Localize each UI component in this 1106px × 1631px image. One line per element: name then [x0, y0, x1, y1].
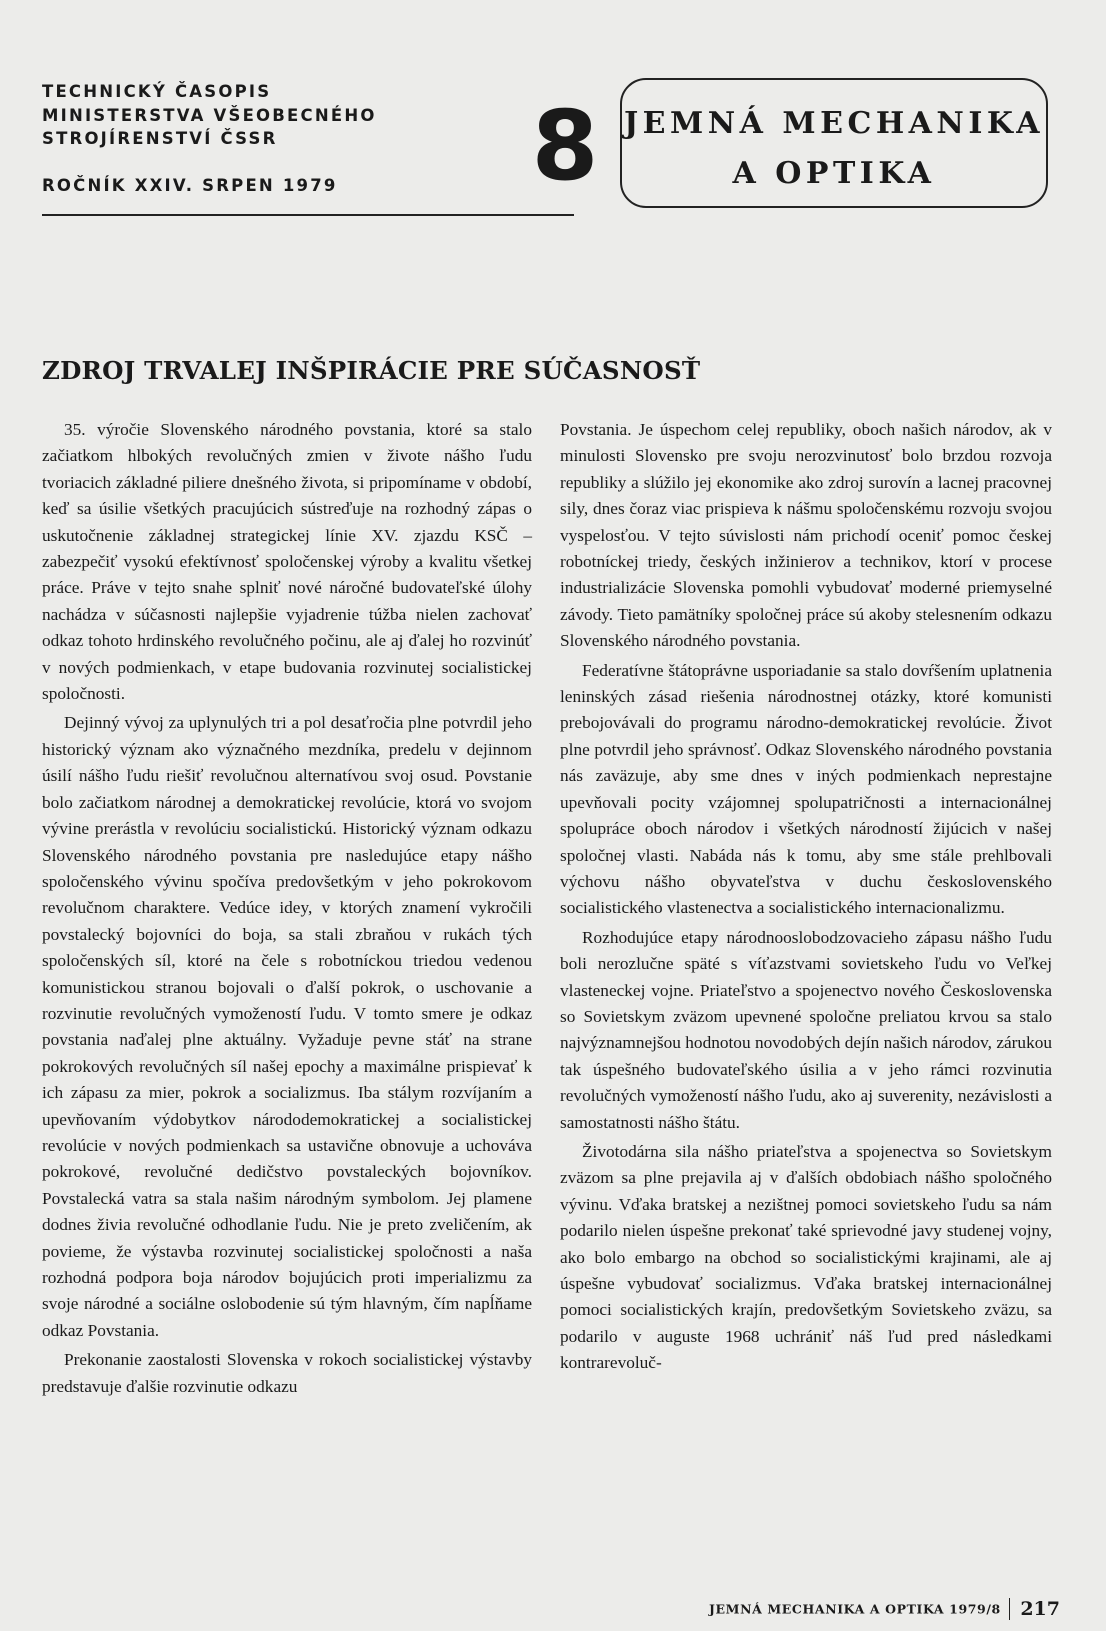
journal-title-line-2: A OPTIKA [732, 156, 936, 191]
paragraph: 35. výročie Slovenského národného povstania, ktoré sa stalo začiatkom hlbokých revolučných zmien v živote nášho ľudu tvoriacich základné piliere dnešného života, si pripomíname v období, keď sa úsilie všetkých pracujúcich sústreďuje na rozhodný zápas o uskutočnenie základnej strategickej línie XV. zjazdu KSČ – zabezpečiť vysokú efektívnosť spoločenskej výroby a kvalitu všetkej práce. Práve v tejto snahe splniť nové náročné budovateľské úlohy nachádza v súčasnosti najlepšie vyjadrenie túžba nielen zachovať odkaz tohoto hrdinského revolučného počinu, ale aj ďalej ho rozvinúť v nových podmienkach, v etape budovania rozvinutej socialistickej spoločnosti. [42, 420, 532, 704]
footer-journal-name: JEMNÁ MECHANIKA A OPTIKA 1979/8 [709, 1601, 1001, 1617]
paragraph: Povstania. Je úspechom celej republiky, oboch našich národov, ak v minulosti Slovensko pre svoju nerozvinutosť bolo brzdou rozvoja republiky a slúžilo jej ekonomike ako zdroj surovín a lacnej pracovnej sily, dnes čoraz viac prispieva k nášmu spoločenskému rozvoju svojou vyspelosťou. V tejto súvislosti nám prichodí oceniť pomoc českej robotníckej triedy, českých inžinierov a technikov, ktorí v procese industrializácie Slovenska pomohli vybudovať moderné priemyselné závody. Tieto pamätníky spoločnej práce sú akoby stelesnením odkazu Slovenského národného povstania. [560, 420, 1052, 651]
article-column-left [42, 417, 532, 1400]
masthead-issue-date: ROČNÍK XXIV. SRPEN 1979 [42, 175, 338, 195]
paragraph: Dejinný vývoj za uplynulých tri a pol desaťročia plne potvrdil jeho historický význam ako význačného mezdníka, predelu v dejinnom úsilí nášho ľudu riešiť revolučnou alternatívou svoj osud. Povstanie bolo začiatkom národnej a demokratickej revolúcie, ktorá vo svojom vývine prerástla v revolúciu socialistickú. Historický význam odkazu Slovenského národného povstania pre nasledujúce etapy nášho spoločenského vývinu spočíva predovšetkým v jeho pokrokovom revolučnom charaktere. Vedúce idey, v ktorých znamení vykročili povstalecký bojovníci do boja, sa stali zbraňou v rukách tých spoločenských síl, ktoré na čele s robotníckou triedou vedenou komunistickou stranou bojovali o ďalší pokrok, o uschovanie a rozvinutie revolučných vymožeností ľudu. V tomto smere je odkaz povstania naďalej plne aktuálny. Vyžaduje pevne stáť na strane pokrokových revolučných síl našej epochy a maximálne prispievať k ich zápasu za mier, pokrok a socializmus. Iba stálym rozvíjaním a upevňovaním výdobytkov národodemokratickej a socialistickej revolúcie v nových podmienkach sa ustavične obnovuje a uchováva pokrokové, revolučné dedičstvo povstaleckých bojovníkov. Povstalecká vatra sa stala našim národným symbolom. Jej plamene dodnes živia revolučné odhodlanie ľudu. Nie je preto zveličením, ak povieme, že výstavba rozvinutej socialistickej spoločnosti a naša rozhodná podpora boja národov bojujúcich proti imperializmu za svoje národné a sociálne oslobodenie sú tým hlavným, čím napĺňame odkaz Povstania. [42, 713, 532, 1340]
article-column-right [560, 417, 1052, 1377]
paragraph: Federatívne štátoprávne usporiadanie sa stalo dovŕšením uplatnenia leninských zásad riešenia národnostnej otázky, ktoré komunisti prebojovávali do programu národno-demokratickej revolúcie. Život plne potvrdil jeho správnosť. Odkaz Slovenského národného povstania nás zaväzuje, aby sme dnes v iných podmienkach neprestajne upevňovali pocity vzájomnej spolupatričnosti a internacionálnej spolupráce oboch národov i všetkých národností žijúcich v našej spoločnej vlasti. Nabáda nás k tomu, aby sme stále prehlbovali výchovu nášho obyvateľstva v duchu československého socialistického vlastenectva a socialistického internacionalizmu. [560, 660, 1052, 918]
masthead-publisher-line-3: STROJÍRENSTVÍ ČSSR [42, 129, 278, 148]
page-footer [700, 1598, 1060, 1620]
masthead-publisher-line-1: TECHNICKÝ ČASOPIS [42, 82, 272, 101]
footer-separator [1009, 1598, 1011, 1620]
masthead-publisher-line-2: MINISTERSTVA VŠEOBECNÉHO [42, 105, 377, 125]
page-number: 217 [1020, 1598, 1060, 1620]
paragraph: Prekonanie zaostalosti Slovenska v rokoch socialistickej výstavby predstavuje ďalšie rozvinutie odkazu [42, 1350, 532, 1396]
masthead-divider [42, 214, 574, 216]
article-headline: ZDROJ TRVALEJ INŠPIRÁCIE PRE SÚČASNOSŤ [42, 356, 701, 385]
paragraph: Rozhodujúce etapy národnooslobodzovacieho zápasu nášho ľudu boli nerozlučne späté s víťazstvami sovietskeho ľudu vo Veľkej vlasteneckej vojne. Priateľstvo a spojenectvo nového Československa so Sovietskym zväzom upevnené spoločne preliatou krvou sa stalo najvýznamnejšou hodnotou novodobých dejín našich národov, zárukou tak úspešného budovateľského úsilia a v jeho rámci rozvinutia revolučných vymožeností nášho ľudu, ako aj suverenity, nezávislosti a samostatnosti nášho štátu. [560, 927, 1052, 1132]
journal-title-box [620, 78, 1048, 208]
masthead [42, 80, 377, 197]
issue-number: 8 [531, 90, 599, 202]
paragraph: Životodárna sila nášho priateľstva a spojenectva so Sovietskym zväzom sa plne prejavila aj v ďalších obdobiach nášho spoločného vývinu. Vďaka bratskej a nezištnej pomoci sovietskeho ľudu sa nám podarilo nielen úspešne prekonať také sprievodné javy studenej vojny, ako bolo embargo na obchod so socialistickými krajinami, ale aj úspešne vybudovať socializmus. Vďaka bratskej internacionálnej pomoci socialistických krajín, predovšetkým Sovietskeho zväzu, sa podarilo v auguste 1968 uchrániť náš ľud pred následkami kontrarevoluč- [560, 1141, 1052, 1373]
journal-title-line-1: JEMNÁ MECHANIKA [623, 106, 1045, 141]
